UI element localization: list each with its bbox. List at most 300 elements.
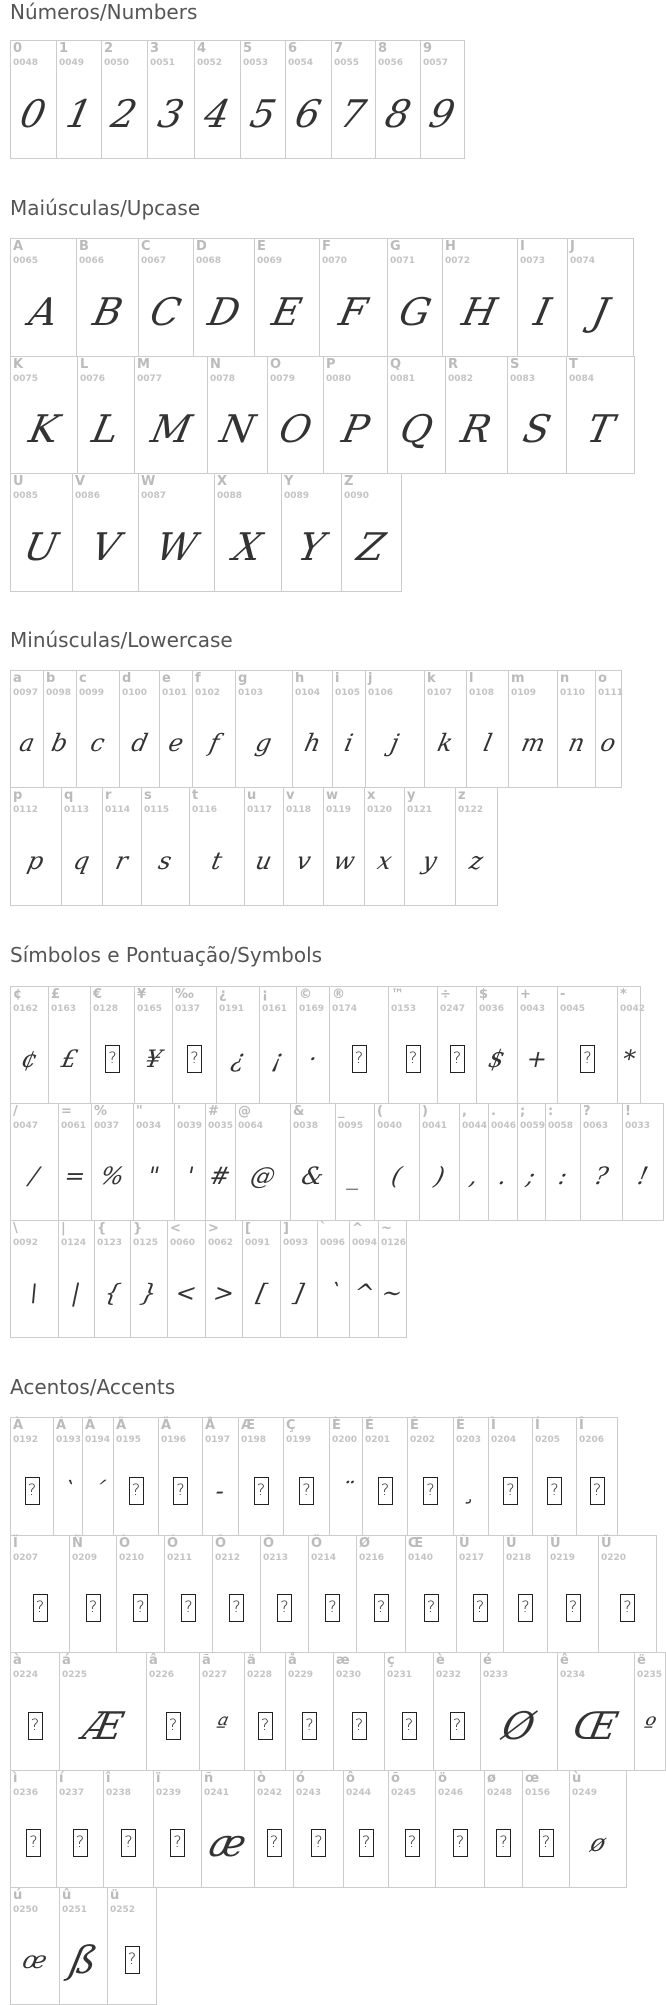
glyph-sample	[489, 1446, 532, 1535]
glyph-code-label: 0079	[270, 374, 296, 384]
glyph-char-label: _	[338, 1104, 345, 1119]
missing-glyph-icon: ?	[566, 1594, 581, 1622]
glyph-preview: d	[128, 729, 151, 757]
glyph-code-label: 0231	[387, 1670, 413, 1680]
glyph-code-label: 0033	[625, 1121, 651, 1131]
glyph-char-label: R	[448, 357, 459, 372]
glyph-code-label: 0043	[520, 1004, 546, 1014]
glyph-cell	[11, 1221, 59, 1338]
missing-glyph-icon: ?	[277, 1594, 292, 1622]
glyph-cell	[217, 987, 260, 1104]
section-title: Números/Numbers	[10, 0, 198, 24]
glyph-char-label: 8	[378, 41, 388, 56]
glyph-cell	[243, 1221, 281, 1338]
glyph-code-label: 0234	[560, 1670, 586, 1680]
glyph-cell	[467, 671, 509, 788]
glyph-code-label: 0044	[462, 1121, 488, 1131]
glyph-sample	[206, 1249, 242, 1337]
glyph-sample	[168, 1249, 205, 1337]
glyph-preview: ,	[467, 1162, 481, 1190]
glyph-code-label: 0111	[598, 688, 624, 698]
glyph-sample	[286, 69, 331, 158]
glyph-cell	[504, 1536, 548, 1653]
glyph-cell	[193, 671, 236, 788]
glyph-row	[10, 1652, 666, 1771]
glyph-char-label: A	[13, 239, 24, 254]
glyph-sample	[318, 1249, 349, 1337]
glyph-code-label: 0243	[296, 1788, 322, 1798]
glyph-row	[10, 1535, 657, 1653]
glyph-sample	[236, 1132, 290, 1220]
glyph-char-label: !	[625, 1104, 631, 1119]
glyph-char-label: @	[238, 1104, 251, 1119]
glyph-code-label: 0245	[391, 1788, 417, 1798]
glyph-char-label: }	[133, 1221, 143, 1236]
glyph-cell	[333, 671, 366, 788]
glyph-cell	[60, 1888, 108, 2005]
glyph-sample	[454, 1446, 488, 1535]
glyph-row	[10, 356, 635, 474]
glyph-char-label: Ù	[459, 1536, 470, 1551]
glyph-cell	[518, 239, 568, 357]
section-title: Acentos/Accents	[10, 1375, 176, 1399]
missing-glyph-icon: ?	[25, 1477, 40, 1505]
glyph-code-label: 0042	[620, 1004, 646, 1014]
glyph-char-label: |	[61, 1221, 66, 1236]
glyph-cell	[83, 1418, 114, 1536]
glyph-preview: .	[496, 1162, 510, 1190]
glyph-char-label: i	[335, 671, 340, 686]
glyph-char-label: Ñ	[72, 1536, 83, 1551]
glyph-char-label: ‰	[175, 987, 194, 1002]
glyph-sample	[457, 1564, 503, 1652]
glyph-char-label: ò	[257, 1771, 266, 1786]
glyph-code-label: 0060	[170, 1238, 196, 1248]
glyph-char-label: ú	[13, 1888, 23, 1903]
glyph-char-label: n	[560, 671, 570, 686]
glyph-preview: /	[27, 1162, 42, 1190]
glyph-cell	[236, 1104, 291, 1221]
glyph-sample	[508, 385, 566, 473]
glyph-code-label: 0054	[288, 58, 314, 68]
glyph-code-label: 0095	[338, 1121, 364, 1131]
glyph-cell	[241, 41, 286, 159]
glyph-char-label: U	[13, 474, 24, 489]
glyph-cell	[548, 1536, 599, 1653]
glyph-char-label: I	[520, 239, 525, 254]
glyph-char-label: "	[136, 1104, 143, 1119]
glyph-code-label: 0053	[243, 58, 269, 68]
glyph-preview: E	[268, 289, 306, 334]
glyph-cell	[425, 671, 467, 788]
glyph-sample	[375, 1132, 419, 1220]
glyph-char-label: x	[367, 788, 376, 803]
glyph-preview: X	[229, 524, 267, 569]
glyph-cell	[95, 1221, 131, 1338]
glyph-char-label: Ô	[215, 1536, 227, 1551]
glyph-preview: x	[374, 846, 395, 875]
glyph-cell	[260, 987, 297, 1104]
glyph-sample	[114, 1446, 158, 1535]
glyph-cell	[11, 1104, 59, 1221]
glyph-cell	[443, 239, 518, 357]
glyph-sample	[548, 1564, 598, 1652]
glyph-cell	[59, 1221, 95, 1338]
missing-glyph-icon: ?	[539, 1829, 554, 1857]
glyph-sample	[460, 1132, 488, 1220]
glyph-preview: r	[113, 846, 131, 875]
missing-glyph-icon: ?	[26, 1829, 41, 1857]
glyph-preview: "	[145, 1162, 163, 1190]
glyph-code-label: 0100	[122, 688, 148, 698]
glyph-char-label: '	[177, 1104, 181, 1119]
glyph-sample	[485, 1799, 522, 1887]
glyph-sample	[239, 1446, 283, 1535]
glyph-sample	[363, 1446, 407, 1535]
glyph-sample	[481, 1681, 557, 1770]
glyph-sample	[389, 1799, 435, 1887]
glyph-preview: A	[25, 289, 62, 334]
glyph-preview: ~	[379, 1279, 406, 1307]
glyph-code-label: 0193	[56, 1435, 82, 1445]
missing-glyph-icon: ?	[166, 1712, 181, 1740]
glyph-sample	[357, 1564, 405, 1652]
glyph-cell	[261, 1536, 309, 1653]
glyph-cell	[508, 357, 567, 474]
glyph-char-label: a	[13, 671, 22, 686]
glyph-char-label: o	[598, 671, 607, 686]
glyph-cell	[102, 41, 148, 159]
glyph-cell	[11, 1888, 60, 2005]
glyph-code-label: 0055	[334, 58, 360, 68]
glyph-char-label: ®	[332, 987, 345, 1002]
glyph-sample	[173, 1015, 216, 1103]
glyph-char-label: +	[520, 987, 531, 1002]
glyph-char-label: k	[427, 671, 436, 686]
glyph-code-label: 0247	[440, 1004, 466, 1014]
glyph-code-label: 0207	[13, 1553, 39, 1563]
glyph-cell	[365, 788, 405, 906]
glyph-preview: <	[173, 1279, 200, 1307]
glyph-cell	[165, 1536, 213, 1653]
glyph-sample	[438, 1015, 476, 1103]
glyph-preview: Æ	[79, 1703, 127, 1748]
glyph-char-label: Á	[56, 1418, 67, 1433]
glyph-sample	[293, 699, 332, 787]
glyph-code-label: 0108	[469, 688, 495, 698]
glyph-preview: æ	[205, 1821, 251, 1865]
glyph-sample	[260, 1015, 296, 1103]
glyph-cell	[49, 987, 91, 1104]
glyph-sample	[330, 1446, 362, 1535]
glyph-code-label: 0213	[263, 1553, 289, 1563]
glyph-row	[10, 670, 622, 788]
glyph-preview: ¡	[270, 1045, 286, 1073]
missing-glyph-icon: ?	[125, 1946, 140, 1974]
missing-glyph-icon: ?	[590, 1477, 605, 1505]
glyph-preview: D	[204, 289, 244, 334]
glyph-sample	[489, 1132, 517, 1220]
glyph-cell	[385, 1653, 434, 1771]
glyph-sample	[533, 1446, 576, 1535]
glyph-cell	[103, 788, 142, 906]
glyph-cell	[581, 1104, 623, 1221]
glyph-preview: `	[324, 1279, 343, 1307]
glyph-preview: a	[16, 729, 38, 757]
glyph-cell	[375, 1104, 420, 1221]
glyph-sample	[11, 1132, 58, 1220]
glyph-sample	[103, 816, 141, 905]
glyph-preview: 0	[16, 91, 51, 136]
glyph-sample	[139, 267, 193, 356]
glyph-code-label: 0098	[46, 688, 72, 698]
glyph-sample	[324, 385, 387, 473]
glyph-char-label: s	[144, 788, 152, 803]
glyph-cell	[481, 1653, 558, 1771]
glyph-preview: Y	[294, 524, 329, 569]
glyph-sample	[376, 69, 420, 158]
glyph-cell	[408, 1418, 454, 1536]
glyph-char-label: /	[13, 1104, 18, 1119]
glyph-cell	[195, 41, 241, 159]
glyph-code-label: 0059	[520, 1121, 546, 1131]
glyph-cell	[454, 1418, 489, 1536]
glyph-sample	[215, 502, 281, 591]
glyph-char-label: î	[106, 1771, 111, 1786]
glyph-code-label: 0162	[13, 1004, 39, 1014]
glyph-sample	[11, 1015, 48, 1103]
glyph-char-label: Ì	[491, 1418, 496, 1433]
glyph-sample	[59, 1132, 91, 1220]
glyph-sample	[104, 1799, 153, 1887]
glyph-char-label: Y	[284, 474, 294, 489]
glyph-row	[10, 1887, 157, 2005]
glyph-char-label: ¿	[219, 987, 227, 1002]
glyph-cell	[268, 357, 324, 474]
glyph-code-label: 0126	[381, 1238, 407, 1248]
glyph-preview: +	[524, 1045, 551, 1073]
glyph-preview: ^	[350, 1279, 378, 1307]
glyph-char-label: f	[195, 671, 201, 686]
glyph-cell	[239, 1418, 284, 1536]
glyph-sample	[60, 1916, 107, 2004]
glyph-preview: U	[20, 524, 63, 569]
missing-glyph-icon: ?	[450, 1712, 465, 1740]
glyph-code-label: 0119	[326, 805, 352, 815]
glyph-code-label: 0251	[62, 1905, 88, 1915]
glyph-cell	[509, 671, 558, 788]
missing-glyph-icon: ?	[352, 1045, 367, 1073]
glyph-code-label: 0244	[346, 1788, 372, 1798]
glyph-code-label: 0040	[377, 1121, 403, 1131]
glyph-char-label: W	[141, 474, 156, 489]
glyph-code-label: 0216	[359, 1553, 385, 1563]
glyph-code-label: 0229	[288, 1670, 314, 1680]
glyph-char-label: L	[80, 357, 89, 372]
glyph-preview: *	[620, 1045, 638, 1073]
glyph-char-label: Â	[85, 1418, 96, 1433]
glyph-code-label: 0205	[535, 1435, 561, 1445]
glyph-char-label: K	[13, 357, 24, 372]
glyph-sample	[208, 385, 267, 473]
glyph-preview: T	[583, 407, 618, 451]
glyph-char-label: Ê	[410, 1418, 419, 1433]
glyph-code-label: 0214	[311, 1553, 337, 1563]
glyph-cell	[114, 1418, 159, 1536]
glyph-char-label: u	[247, 788, 257, 803]
glyph-cell	[324, 357, 388, 474]
glyph-sample	[366, 699, 424, 787]
glyph-char-label: g	[238, 671, 248, 686]
glyph-sample	[11, 385, 77, 473]
glyph-char-label: \	[13, 1221, 18, 1236]
glyph-code-label: 0094	[352, 1238, 378, 1248]
glyph-preview: £	[58, 1045, 81, 1073]
glyph-sample	[408, 1446, 453, 1535]
glyph-code-label: 0196	[161, 1435, 187, 1445]
glyph-code-label: 0062	[208, 1238, 234, 1248]
glyph-char-label: >	[208, 1221, 219, 1236]
glyph-sample	[581, 1132, 622, 1220]
glyph-sample	[523, 1799, 569, 1887]
glyph-sample	[11, 816, 61, 905]
glyph-sample	[558, 1681, 634, 1770]
glyph-char-label: Í	[535, 1418, 540, 1433]
glyph-char-label: Î	[579, 1418, 584, 1433]
glyph-code-label: 0161	[262, 1004, 288, 1014]
glyph-char-label: ó	[296, 1771, 305, 1786]
glyph-char-label: õ	[391, 1771, 400, 1786]
glyph-cell	[376, 41, 421, 159]
glyph-preview: b	[49, 729, 71, 757]
glyph-code-label: 0197	[205, 1435, 231, 1445]
glyph-sample	[406, 1564, 456, 1652]
glyph-cell	[577, 1418, 618, 1536]
glyph-cell	[154, 1771, 202, 1888]
glyph-char-label: ø	[487, 1771, 496, 1786]
missing-glyph-icon: ?	[105, 1045, 120, 1073]
glyph-code-label: 0194	[85, 1435, 111, 1445]
missing-glyph-icon: ?	[311, 1829, 326, 1857]
glyph-cell	[175, 1104, 206, 1221]
missing-glyph-icon: ?	[170, 1829, 185, 1857]
glyph-cell	[11, 1418, 54, 1536]
glyph-code-label: 0076	[80, 374, 106, 384]
glyph-cell	[456, 788, 498, 906]
glyph-cell	[489, 1104, 518, 1221]
glyph-preview: -	[213, 1476, 228, 1505]
glyph-cell	[206, 1104, 236, 1221]
glyph-cell	[44, 671, 77, 788]
glyph-char-label: F	[322, 239, 331, 254]
glyph-preview: R	[457, 407, 496, 451]
glyph-code-label: 0227	[202, 1670, 228, 1680]
missing-glyph-icon: ?	[86, 1594, 101, 1622]
glyph-cell	[446, 357, 508, 474]
glyph-code-label: 0037	[94, 1121, 120, 1131]
glyph-code-label: 0235	[637, 1670, 663, 1680]
glyph-cell	[215, 474, 282, 592]
glyph-sample	[60, 1681, 146, 1770]
glyph-code-label: 0093	[283, 1238, 309, 1248]
glyph-char-label: 4	[197, 41, 207, 56]
glyph-char-label: ö	[438, 1771, 447, 1786]
glyph-char-label: ì	[13, 1771, 18, 1786]
glyph-code-label: 0218	[506, 1553, 532, 1563]
glyph-cell	[623, 1104, 664, 1221]
glyph-char-label: É	[365, 1418, 374, 1433]
glyph-preview: =	[61, 1162, 89, 1190]
glyph-char-label: ï	[156, 1771, 161, 1786]
glyph-row	[10, 1220, 407, 1338]
glyph-cell	[457, 1536, 504, 1653]
glyph-preview: l	[480, 729, 495, 757]
glyph-code-label: 0226	[149, 1670, 175, 1680]
glyph-char-label: V	[75, 474, 86, 489]
glyph-preview: I	[530, 289, 555, 334]
glyph-sample	[73, 502, 138, 591]
glyph-cell	[618, 987, 646, 1104]
missing-glyph-icon: ?	[187, 1045, 202, 1073]
glyph-sample	[117, 1564, 164, 1652]
missing-glyph-icon: ?	[229, 1594, 244, 1622]
glyph-sample	[389, 1015, 437, 1103]
glyph-cell	[599, 1536, 657, 1653]
glyph-code-label: 0242	[257, 1788, 283, 1798]
glyph-code-label: 0246	[438, 1788, 464, 1798]
glyph-sample	[255, 267, 319, 356]
glyph-sample	[139, 502, 214, 591]
glyph-cell	[558, 1653, 635, 1771]
glyph-char-label: ô	[346, 1771, 355, 1786]
glyph-code-label: 0097	[13, 688, 39, 698]
glyph-sample	[558, 1015, 617, 1103]
glyph-sample	[160, 699, 192, 787]
glyph-char-label: y	[407, 788, 416, 803]
glyph-char-label: ã	[202, 1653, 211, 1668]
glyph-code-label: 0220	[601, 1553, 627, 1563]
glyph-code-label: 0204	[491, 1435, 517, 1445]
glyph-sample	[11, 1916, 59, 2004]
glyph-cell	[357, 1536, 406, 1653]
glyph-preview: ¥	[142, 1045, 165, 1073]
glyph-sample	[518, 1132, 545, 1220]
glyph-preview: m	[518, 729, 548, 757]
glyph-preview: ø	[587, 1829, 609, 1857]
glyph-char-label: Ü	[601, 1536, 612, 1551]
glyph-cell	[11, 357, 78, 474]
glyph-char-label: ]	[283, 1221, 289, 1236]
glyph-char-label: ç	[387, 1653, 395, 1668]
glyph-cell	[318, 1221, 350, 1338]
glyph-cell	[62, 788, 103, 906]
glyph-cell	[57, 41, 102, 159]
glyph-sample	[297, 1015, 329, 1103]
glyph-preview: \	[27, 1279, 42, 1307]
glyph-sample	[95, 1249, 130, 1337]
glyph-char-label: T	[569, 357, 578, 372]
glyph-sample	[78, 385, 134, 473]
glyph-char-label: 1	[59, 41, 69, 56]
glyph-code-label: 0078	[210, 374, 236, 384]
glyph-char-label: d	[122, 671, 132, 686]
glyph-sample	[334, 1681, 384, 1770]
glyph-code-label: 0085	[13, 491, 39, 501]
glyph-cell	[142, 788, 190, 906]
glyph-char-label: O	[270, 357, 282, 372]
glyph-char-label: 7	[334, 41, 344, 56]
glyph-preview: ´	[89, 1476, 107, 1505]
